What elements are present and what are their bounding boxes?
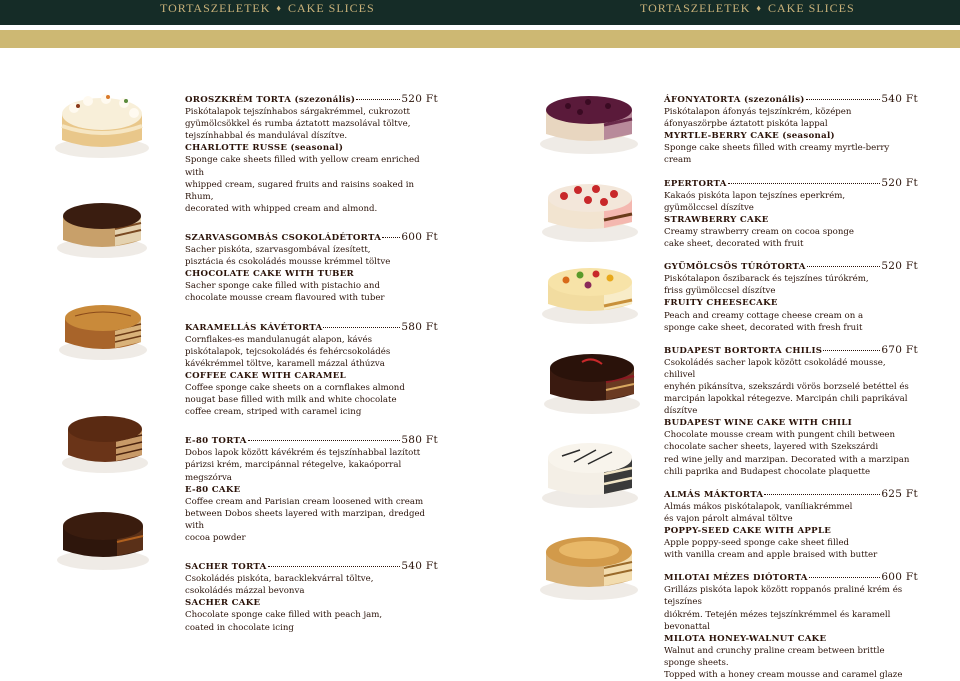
menu-item-title-line: [185, 434, 438, 447]
menu-item-desc-en: Topped with a honey cream mousse and caramel glaze: [664, 670, 903, 681]
menu-item-title-en: BUDAPEST WINE CAKE WITH CHILI: [664, 418, 852, 429]
menu-item-afonyatorta: [664, 93, 918, 167]
section-title-hu: TORTASZELETEK: [640, 1, 751, 15]
menu-item-gyumolcsos: [664, 260, 918, 334]
menu-item-desc-en: Sponge cake sheets filled with yellow cream enriched with: [185, 155, 420, 178]
menu-item-desc-en: Chocolate mousse cream with pungent chili between: [664, 430, 896, 441]
menu-item-title: KARAMELLÁS KÁVÉTORTA: [185, 322, 323, 333]
menu-item-desc-hu: Cornflakes-es mandulanugát alapon, kávés: [185, 334, 373, 345]
dot-leader: [728, 183, 881, 184]
menu-item-desc-hu: gyümölcsökkel és rumba áztatott mazsolával töltve,: [185, 119, 411, 130]
menu-item-desc-hu: Sacher piskóta, szarvasgombával ízesített,: [185, 245, 371, 256]
menu-item-desc-en: Coffee sponge cake sheets on a cornflakes almond: [185, 382, 405, 393]
top-header-bar: [0, 0, 960, 25]
menu-item-desc-hu: Almás mákos piskótalapok, vaníliakrémmel: [664, 501, 853, 512]
diamond-icon: ♦: [276, 3, 283, 13]
menu-item-title: ALMÁS MÁKTORTA: [664, 489, 764, 500]
chocolate-tuber-cake-image: [55, 192, 150, 260]
menu-item-desc-en: between Dobos sheets layered with marzipan, dredged with: [185, 508, 426, 531]
dot-leader: [764, 494, 880, 495]
menu-item-price: 520 Ft: [401, 93, 438, 105]
menu-item-title: OROSZKRÉM TORTA (szezonális): [185, 95, 356, 105]
section-title-right: [640, 1, 855, 16]
menu-item-title: BUDAPEST BORTORTA CHILIS: [664, 345, 823, 356]
myrtle-berry-cake-image: [538, 84, 640, 156]
menu-item-price: 625 Ft: [881, 487, 918, 500]
menu-item-title: EPERTORTA: [664, 178, 727, 189]
section-title-en: CAKE SLICES: [768, 1, 855, 15]
menu-item-desc-en: chocolate mousse cream flavoured with tuber: [185, 293, 385, 304]
fruity-cheesecake-image: [540, 256, 640, 326]
menu-item-desc-en: Chocolate sponge cake filled with peach jam,: [185, 610, 383, 621]
dot-leader: [806, 99, 881, 100]
dot-leader: [382, 237, 400, 238]
menu-item-price: 540 Ft: [401, 560, 438, 573]
menu-item-title-line: [664, 488, 918, 501]
menu-item-price: 580 Ft: [401, 434, 438, 447]
menu-item-desc-en: cocoa powder: [185, 533, 246, 543]
menu-item-desc-hu: és vajon párolt almával töltve: [664, 513, 793, 524]
menu-item-desc-hu: Csokoládés sacher lapok között csokoládé mousse, chilivel: [664, 357, 886, 380]
menu-item-desc-hu: Csokoládés piskóta, baracklekvárral töltve,: [185, 574, 374, 585]
diamond-icon: ♦: [756, 3, 763, 13]
menu-item-title-line: [664, 344, 918, 357]
menu-item-desc-en: chili paprika and Budapest chocolate plaquette: [664, 466, 871, 477]
menu-item-desc-hu: marcipán lapokkal rétegezve. Marcipán chili paprikával díszítve: [664, 394, 908, 417]
menu-item-title-en: STRAWBERRY CAKE: [664, 214, 769, 225]
menu-item-desc-hu: piskótalapok, tejcsokoládés és fehércsokoládés: [185, 346, 391, 357]
menu-item-desc-en: Walnut and crunchy praline cream between brittle sponge sheets.: [664, 645, 885, 668]
e80-cake-image: [60, 405, 150, 475]
menu-item-title: GYÜMÖLCSÖS TÚRÓTORTA: [664, 262, 806, 273]
charlotte-russe-cake-image: [52, 82, 152, 162]
menu-item-title-en: FRUITY CHEESECAKE: [664, 298, 778, 309]
menu-item-desc-hu: Kakaós piskóta lapon tejszínes eperkrém,: [664, 190, 846, 201]
menu-item-szarvasgombas: [185, 231, 438, 305]
menu-item-desc-hu: gyümölccsel díszítve: [664, 202, 754, 213]
menu-item-title-line: [664, 260, 918, 273]
menu-item-karamellas: [185, 321, 438, 419]
menu-item-milotai: [664, 571, 918, 681]
menu-item-almas-maktorta: [664, 488, 918, 562]
menu-item-title-line: [664, 177, 918, 190]
sacher-cake-image: [55, 500, 152, 572]
menu-item-e80: [185, 434, 438, 544]
menu-item-desc-hu: kávékrémmel töltve, karamell mázzal áthúzva: [185, 358, 385, 369]
strawberry-cake-image: [540, 172, 640, 244]
menu-item-price: 520 Ft: [881, 176, 918, 189]
menu-item-desc-en: Apple poppy-seed sponge cake sheet filled: [664, 538, 850, 549]
honey-walnut-cake-image: [538, 524, 640, 602]
menu-item-desc-en: nougat base filled with milk and white chocolate: [185, 395, 397, 406]
menu-item-title-en: SACHER CAKE: [185, 598, 261, 609]
menu-item-title-line: [185, 321, 438, 334]
menu-item-title-line: [185, 560, 438, 573]
menu-item-title: MILOTAI MÉZES DIÓTORTA: [664, 573, 808, 584]
menu-item-desc-hu: diókrém. Tetején mézes tejszínkrémmel és karamell bevonattal: [664, 609, 891, 632]
menu-item-desc-hu: Dobos lapok között kávékrém és tejszínhabbal lazított: [185, 448, 421, 459]
menu-item-title-en: MILOTA HONEY-WALNUT CAKE: [664, 633, 827, 644]
budapest-wine-cake-image: [542, 342, 642, 416]
menu-item-oroszkrem: [185, 93, 438, 215]
dot-leader: [323, 327, 400, 328]
menu-item-title-en: E-80 CAKE: [185, 484, 241, 495]
dot-leader: [268, 566, 401, 567]
menu-column-right: [664, 93, 918, 681]
menu-item-desc-hu: áfonyaszörpbe áztatott piskóta lappal: [664, 119, 828, 130]
poppy-seed-apple-cake-image: [540, 430, 640, 510]
menu-item-desc-en: Sacher sponge cake filled with pistachio and: [185, 281, 380, 292]
menu-item-title: E-80 TORTA: [185, 436, 247, 447]
menu-item-desc-en: sponge cake sheet, decorated with fresh fruit: [664, 322, 863, 333]
menu-item-desc-hu: Piskótalapon áfonyás tejszínkrém, középen: [664, 107, 852, 118]
menu-item-desc-en: Creamy strawberry cream on cocoa sponge: [664, 226, 854, 237]
section-title-hu: TORTASZELETEK: [160, 1, 271, 15]
menu-item-desc-en: with vanilla cream and apple braised with butter: [664, 550, 878, 561]
menu-item-title: ÁFONYATORTA (szezonális): [664, 95, 805, 105]
menu-item-budapest-bortorta: [664, 344, 918, 478]
menu-item-title-line: [664, 93, 918, 106]
dot-leader: [356, 99, 400, 100]
menu-item-desc-hu: friss gyümölccsel díszítve: [664, 286, 776, 297]
menu-item-desc-hu: csokoládés mázzal bevonva: [185, 586, 305, 597]
section-title-en: CAKE SLICES: [288, 1, 375, 15]
dot-leader: [809, 577, 881, 578]
menu-item-desc-hu: Grillázs piskóta lapok között roppanós praliné krém és tejszínes: [664, 585, 903, 608]
caramel-coffee-cake-image: [57, 294, 149, 362]
menu-item-price: 600 Ft: [401, 230, 438, 243]
menu-item-title-en: CHOCOLATE CAKE WITH TUBER: [185, 269, 354, 280]
menu-item-desc-hu: Piskótalapok tejszínhabos sárgakrémmel, cukrozott: [185, 107, 410, 118]
menu-item-title-line: [185, 231, 438, 244]
menu-item-price: 600 Ft: [881, 571, 918, 584]
menu-item-desc-en: coated in chocolate icing: [185, 622, 294, 633]
menu-item-price: 520 Ft: [881, 260, 918, 273]
menu-item-desc-hu: enyhén pikánsítva, szekszárdi vörös borzselé betéttel és: [664, 381, 909, 392]
menu-column-left: [185, 93, 438, 634]
menu-item-title-en: CHARLOTTE RUSSE (seasonal): [185, 143, 344, 154]
menu-item-desc-en: whipped cream, sugared fruits and raisins soaked in Rhum,: [185, 179, 415, 202]
menu-item-desc-en: chocolate sacher sheets, layered with Szekszárdi: [664, 442, 879, 453]
menu-item-desc-hu: tejszínhabbal és mandulával díszítve.: [185, 131, 348, 142]
menu-item-price: 540 Ft: [881, 93, 918, 105]
menu-item-desc-hu: párizsi krém, marcipánnal rétegelve, kakaóporral megszórva: [185, 460, 402, 483]
menu-item-title-en: COFFEE CAKE WITH CARAMEL: [185, 370, 346, 381]
menu-item-desc-hu: Piskótalapon őszibarack és tejszínes túrókrém,: [664, 274, 869, 285]
menu-item-desc-en: Sponge cake sheets filled with creamy myrtle-berry cream: [664, 143, 890, 166]
menu-item-desc-en: cake sheet, decorated with fruit: [664, 239, 804, 250]
dot-leader: [823, 350, 880, 351]
gold-decorative-band: [0, 30, 960, 48]
menu-item-epertorta: [664, 177, 918, 251]
menu-item-title-line: [664, 571, 918, 584]
dot-leader: [807, 266, 881, 267]
menu-item-sacher: [185, 560, 438, 634]
menu-item-price: 580 Ft: [401, 320, 438, 333]
menu-item-desc-hu: pisztácia és csokoládés mousse krémmel töltve: [185, 257, 391, 268]
dot-leader: [248, 440, 401, 441]
menu-item-title-line: [185, 93, 438, 106]
menu-item-desc-en: Peach and creamy cottage cheese cream on a: [664, 310, 864, 321]
menu-item-price: 670 Ft: [881, 343, 918, 356]
menu-item-desc-en: Coffee cream and Parisian cream loosened with cream: [185, 496, 424, 507]
section-title-left: [160, 1, 375, 16]
menu-item-desc-en: decorated with whipped cream and almond.: [185, 203, 378, 214]
menu-item-title-en: MYRTLE-BERRY CAKE (seasonal): [664, 131, 835, 142]
menu-item-title: SACHER TORTA: [185, 562, 267, 573]
menu-item-title: SZARVASGOMBÁS CSOKOLÁDÉTORTA: [185, 232, 382, 243]
menu-item-desc-en: red wine jelly and marzipan. Decorated with a marzipan: [664, 454, 910, 465]
menu-item-desc-en: coffee cream, striped with caramel icing: [185, 407, 362, 418]
menu-item-title-en: POPPY-SEED CAKE WITH APPLE: [664, 526, 832, 536]
